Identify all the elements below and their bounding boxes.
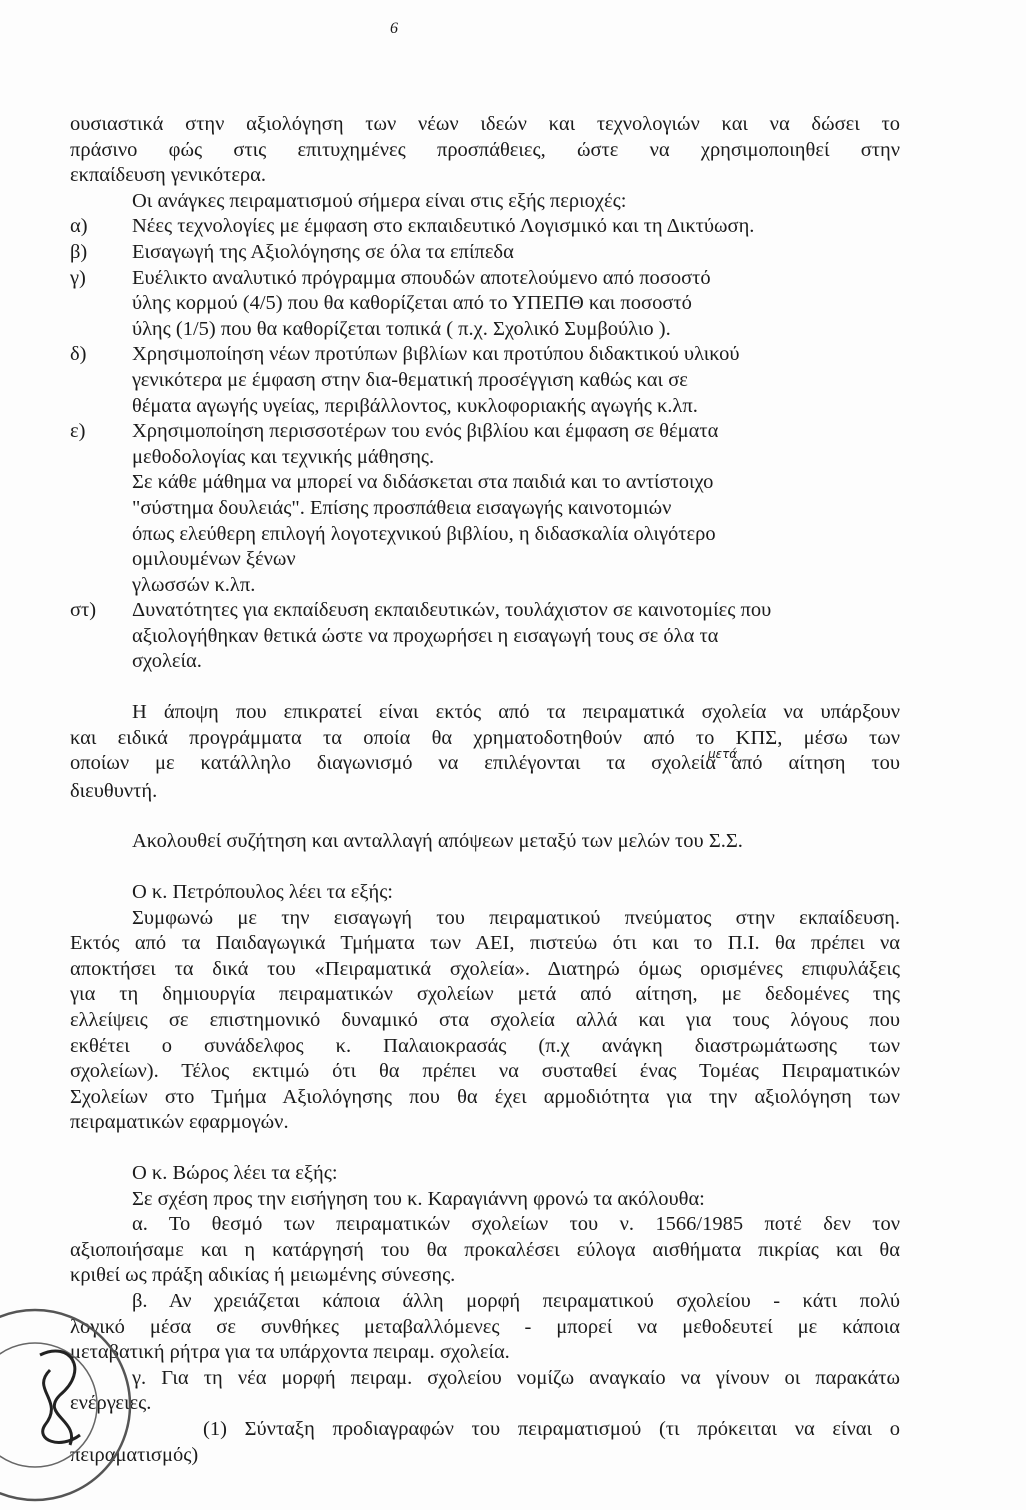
text-line: και ειδικά προγράμματα τα οποία θα χρηματοδοτηθούν από το ΚΠΣ, μέσω των	[70, 726, 900, 749]
text-segment: οποίων με κατάλληλο διαγωνισμό να επιλέγονται τα σχολεία	[70, 752, 716, 775]
speaker-intro: Ο κ. Πετρόπουλος λέει τα εξής:	[132, 881, 394, 904]
text-line: Δυνατότητες για εκπαίδευση εκπαιδευτικών, τουλάχιστον σε καινοτομίες που	[132, 599, 772, 622]
text-line: κριθεί ως πράξη αδικίας ή μειωμένης σύνεσης.	[70, 1264, 456, 1287]
text-line: Σε σχέση προς την εισήγηση του κ. Καραγιάννη φρονώ τα ακόλουθα:	[132, 1187, 705, 1210]
list-item	[70, 598, 900, 675]
text-line: Νέες τεχνολογίες με έμφαση στο εκπαιδευτικό Λογισμικό και τη Δικτύωση.	[132, 215, 755, 238]
text-line: πειραματικών εφαρμογών.	[70, 1111, 289, 1134]
text-line: για τη δημιουργία πειραματικών σχολείων μετά από αίτηση, με δεδομένες της	[70, 983, 900, 1006]
text-line: μεταβατική ρήτρα για τα υπάρχοντα πειραμ. σχολεία.	[70, 1341, 510, 1364]
text-line: Συμφωνώ με την εισαγωγή του πειραματικού πνεύματος στην εκπαίδευση.	[132, 906, 900, 929]
text-line: αξιοποιήσαμε και η κατάργησή του θα προκαλέσει εύλογα αισθήματα πικρίας και θα	[70, 1238, 900, 1261]
official-stamp-icon	[0, 1300, 140, 1510]
text-line: όπως ελεύθερη επιλογή λογοτεχνικού βιβλίου, η διδασκαλία ολιγότερο	[132, 522, 716, 545]
text-line: Χρησιμοποίηση νέων προτύπων βιβλίων και προτύπου διδακτικού υλικού	[132, 343, 740, 366]
text-line: ουσιαστικά στην αξιολόγηση των νέων ιδεών και τεχνολογιών και να δώσει το	[70, 113, 900, 135]
text-line: ύλης (1/5) που θα καθορίζεται τοπικά ( π.χ. Σχολικό Συμβούλιο ).	[132, 317, 671, 340]
text-line: μεθοδολογίας και τεχνικής μάθησης.	[132, 445, 435, 468]
handwritten-insert: μετά	[707, 747, 738, 762]
text-line: Εισαγωγή της Αξιολόγησης σε όλα τα επίπεδα	[132, 240, 514, 263]
needs-heading: Οι ανάγκες πειραματισμού σήμερα είναι στις εξής περιοχές:	[132, 189, 627, 212]
text-line: αποκτήσει τα δικά του «Πειραματικά σχολεία». Διατηρώ όμως ορισμένες επιφυλάξεις	[70, 957, 900, 980]
text-line: σχολείων). Τέλος εκτιμώ ότι θα πρέπει να συσταθεί ένας Τομέας Πειραματικών	[70, 1060, 900, 1083]
text-line: Εκτός από τα Παιδαγωγικά Τμήματα των ΑΕΙ, πιστεύω ότι και το Π.Ι. θα πρέπει να	[70, 932, 900, 955]
text-line: Ευέλικτο αναλυτικό πρόγραμμα σπουδών αποτελούμενο από ποσοστό	[132, 266, 711, 289]
list-item	[70, 214, 900, 240]
text-line: λογικό μέσα σε συνθήκες μεταβαλλόμενες - μπορεί να μεθοδευτεί με κάποια	[70, 1315, 900, 1338]
text-line: πράσινο φώς στις επιτυχημένες προσπάθειες, ώστε να χρησιμοποιηθεί στην	[70, 138, 900, 161]
list-label: γ)	[70, 266, 86, 289]
text-line: εκθέτει ο συνάδελφος κ. Παλαιοκρασάς (π.χ ανάγκη διαστρωμάτωσης των	[70, 1034, 900, 1057]
text-line: ελλείψεις σε επιστημονικό δυναμικό στα σχολεία αλλά και για τους λόγους που	[70, 1009, 900, 1031]
list-label: β)	[70, 240, 88, 263]
text-line: γ. Για τη νέα μορφή πειραμ. σχολείου νομίζω αναγκαίο να γίνουν οι παρακάτω	[132, 1366, 900, 1389]
list-label: δ)	[70, 343, 87, 366]
text-line: Σχολείων στο Τμήμα Αξιολόγησης που θα έχει αρμοδιότητα για την αξιολόγηση των	[70, 1085, 900, 1108]
text-line: ύλης κορμού (4/5) που θα καθορίζεται από το ΥΠΕΠΘ και ποσοστό	[132, 292, 692, 315]
list-label: α)	[70, 215, 88, 238]
text-line: Χρησιμοποίηση περισσοτέρων του ενός βιβλίου και έμφαση σε θέματα	[132, 420, 719, 443]
text-line: β. Αν χρειάζεται κάποια άλλη μορφή πειραματικού σχολείου - κάτι πολύ	[132, 1289, 900, 1312]
text-segment: από αίτηση του	[731, 752, 900, 775]
list-item	[70, 240, 900, 266]
speaker-intro: Ο κ. Βώρος λέει τα εξής:	[132, 1161, 338, 1184]
text-line: (1) Σύνταξη προδιαγραφών του πειραματισμού (τι πρόκειται να είναι ο	[203, 1417, 900, 1440]
text-line: γενικότερα με έμφαση στην δια-θεματική προσέγγιση καθώς και σε	[132, 368, 688, 391]
text-line: σχολεία.	[132, 650, 202, 673]
text-line: γλωσσών κ.λπ.	[132, 573, 256, 596]
document-body	[70, 112, 900, 1468]
text-line: Σε κάθε μάθημα να μπορεί να διδάσκεται στα παιδιά και το αντίστοιχο	[132, 471, 714, 494]
text-line: αξιολογήθηκαν θετικά ώστε να προχωρήσει η εισαγωγή τους σε όλα τα	[132, 624, 719, 647]
text-line: "σύστημα δουλειάς". Επίσης προσπάθεια εισαγωγής καινοτομιών	[132, 496, 672, 519]
list-item	[70, 342, 900, 419]
discussion-line: Ακολουθεί συζήτηση και ανταλλαγή απόψεων μεταξύ των μελών του Σ.Σ.	[132, 830, 743, 853]
list-item	[70, 419, 900, 598]
text-line: ομιλουμένων ξένων	[132, 548, 296, 571]
text-line: πειραματισμός)	[70, 1443, 199, 1466]
text-line: εκπαίδευση γενικότερα.	[70, 164, 267, 187]
text-line: ενέργειες.	[70, 1392, 152, 1415]
text-line: διευθυντή.	[70, 779, 158, 802]
text-line: θέματα αγωγής υγείας, περιβάλλοντος, κυκλοφοριακής αγωγής κ.λπ.	[132, 394, 698, 417]
text-line: α. Το θεσμό των πειραματικών σχολείων του ν. 1566/1985 ποτέ δεν τον	[132, 1213, 900, 1236]
list-item	[70, 266, 900, 343]
page-number: 6	[390, 20, 398, 37]
text-line	[70, 747, 900, 779]
list-label: ε)	[70, 420, 86, 443]
text-line: Η άποψη που επικρατεί είναι εκτός από τα πειραματικά σχολεία να υπάρξουν	[132, 701, 900, 724]
list-label: στ)	[70, 599, 97, 622]
